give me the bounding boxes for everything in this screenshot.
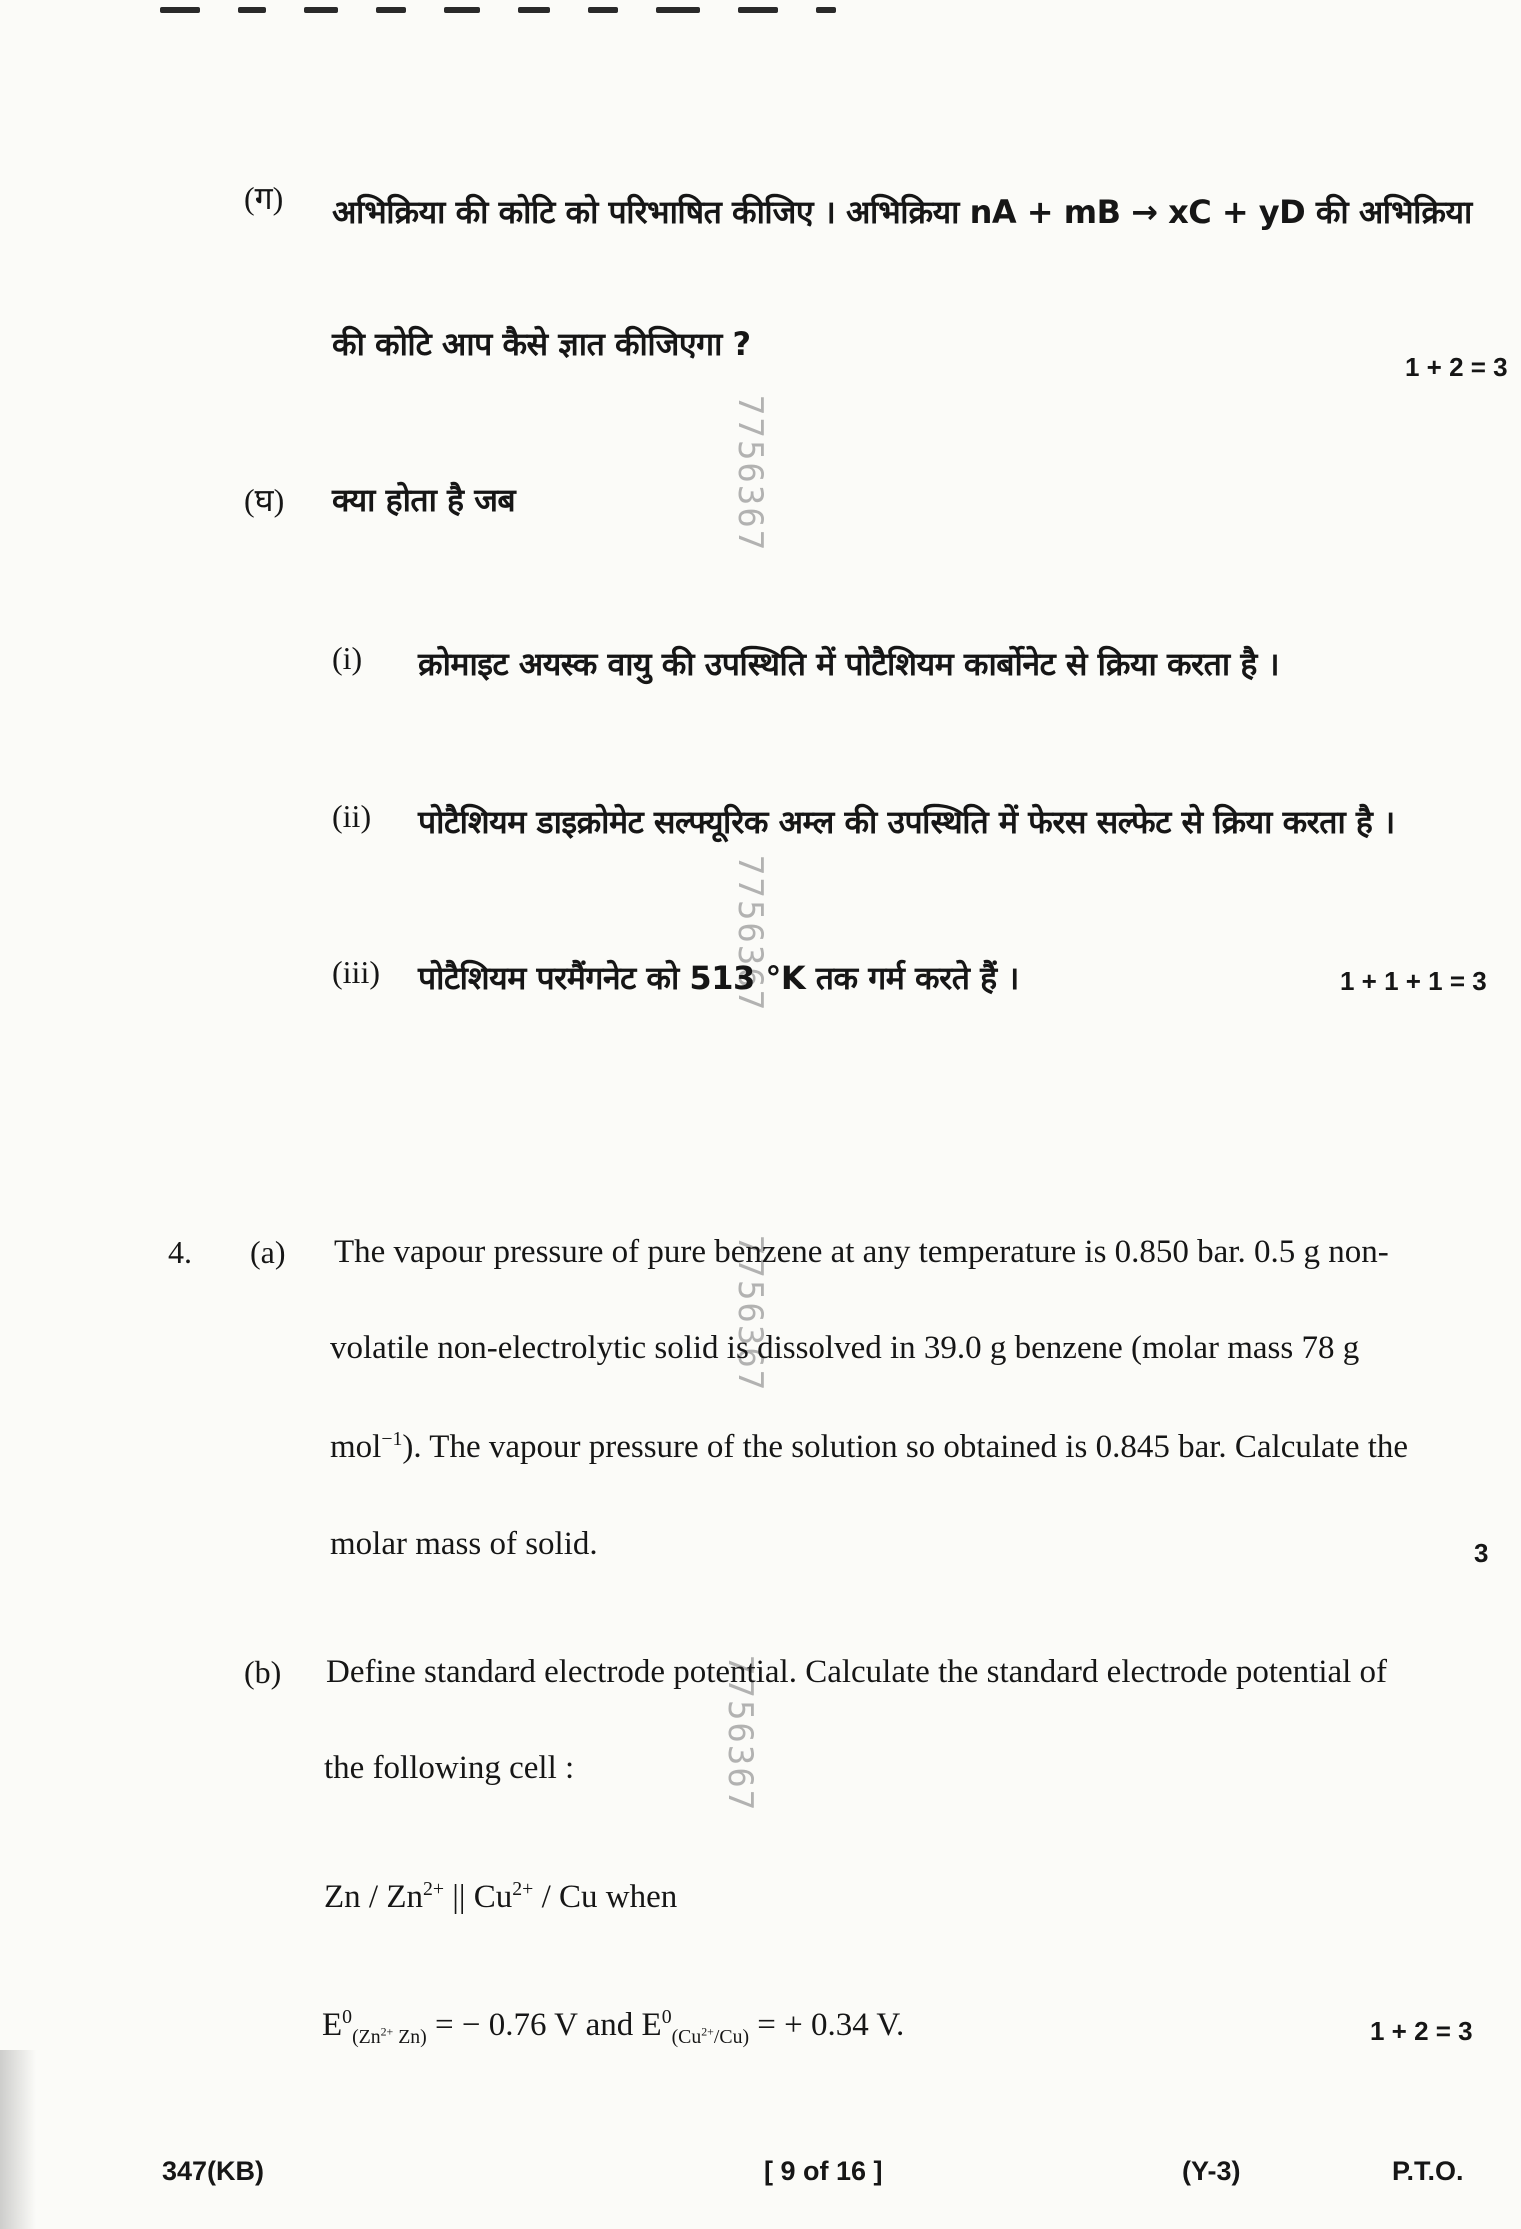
question-number: 4. (168, 1234, 192, 1270)
potential-symbol: E (322, 2007, 343, 2043)
scan-edge-shadow (0, 2050, 36, 2229)
watermark-stamp: 7756367 (730, 395, 770, 553)
unit-text: mol (330, 1429, 382, 1465)
potential-value: = − 0.76 V and E (426, 2007, 662, 2043)
question-text: क्या होता है जब (332, 481, 516, 519)
question-text: Define standard electrode potential. Calculate the standard electrode potential of (326, 1654, 1388, 1690)
cell-salt-bridge: || Cu (444, 1879, 513, 1915)
marks-allocation: 1 + 1 + 1 = 3 (1340, 966, 1487, 996)
section-label-gha: (घ) (244, 482, 285, 518)
paper-code: 347(KB) (162, 2156, 265, 2186)
potential-value: = + 0.34 V. (749, 2007, 905, 2043)
ion-charge: 2+ (380, 2024, 394, 2038)
item-number: (i) (332, 640, 363, 676)
question-text: the following cell : (324, 1750, 575, 1786)
marks-allocation: 3 (1474, 1538, 1489, 1568)
item-number: (ii) (332, 798, 372, 834)
marks-allocation: 1 + 2 = 3 (1405, 352, 1508, 382)
question-text: अभिक्रिया की कोटि को परिभाषित कीजिए । अभिक्रिया nA + mB → xC + yD की अभिक्रिया (332, 193, 1472, 231)
set-code: (Y-3) (1182, 2156, 1241, 2186)
question-text: The vapour pressure of pure benzene at any temperature is 0.850 bar. 0.5 g non- (334, 1234, 1389, 1270)
standard-superscript: 0 (661, 2006, 672, 2028)
marks-allocation: 1 + 2 = 3 (1370, 2016, 1473, 2046)
subscript-text: (Zn (352, 2025, 381, 2048)
ion-charge: 2+ (422, 1878, 445, 1900)
subscript-text: Zn) (393, 2025, 427, 2048)
electrode-potential-values (322, 2006, 904, 2049)
page-number: [ 9 of 16 ] (764, 2156, 883, 2186)
cell-cathode: / Cu when (533, 1879, 678, 1915)
cell-anode: Zn / Zn (324, 1879, 423, 1915)
watermark-stamp: 7756367 (720, 1655, 760, 1813)
watermark-stamp: 7756367 (730, 1235, 770, 1393)
question-text: पोटैशियम परमैंगनेट को 513 °K तक गर्म करते हैं । (418, 959, 1019, 997)
zn-electrode-subscript (352, 2026, 427, 2048)
question-text-rest: ). The vapour pressure of the solution so obtained is 0.845 bar. Calculate the (402, 1429, 1409, 1465)
ion-charge: 2+ (701, 2024, 714, 2038)
pto-text: P.T.O. (1392, 2156, 1464, 2186)
subscript-text: (Cu (671, 2025, 702, 2048)
question-text: molar mass of solid. (330, 1526, 598, 1562)
cell-notation (324, 1878, 677, 1916)
unit-exponent: −1 (381, 1428, 403, 1450)
section-label-ga: (ग) (244, 180, 284, 216)
watermark-stamp: 7756367 (730, 855, 770, 1013)
question-text: की कोटि आप कैसे ज्ञात कीजिएगा ? (332, 325, 751, 363)
part-label-a: (a) (250, 1234, 286, 1270)
standard-superscript: 0 (342, 2006, 353, 2028)
part-label-b: (b) (244, 1654, 282, 1690)
item-number: (iii) (332, 954, 380, 990)
ion-charge: 2+ (512, 1878, 534, 1900)
subscript-text: /Cu) (713, 2025, 750, 2048)
cu-electrode-subscript (672, 2026, 749, 2048)
question-text (330, 1428, 1408, 1466)
question-text: पोटैशियम डाइक्रोमेट सल्फ्यूरिक अम्ल की उपस्थिति में फेरस सल्फेट से क्रिया करता है । (418, 803, 1395, 841)
question-text: volatile non-electrolytic solid is dissolved in 39.0 g benzene (molar mass 78 g (330, 1330, 1360, 1366)
question-text: क्रोमाइट अयस्क वायु की उपस्थिति में पोटैशियम कार्बोनेट से क्रिया करता है । (418, 645, 1280, 683)
top-edge-marks (160, 0, 990, 10)
